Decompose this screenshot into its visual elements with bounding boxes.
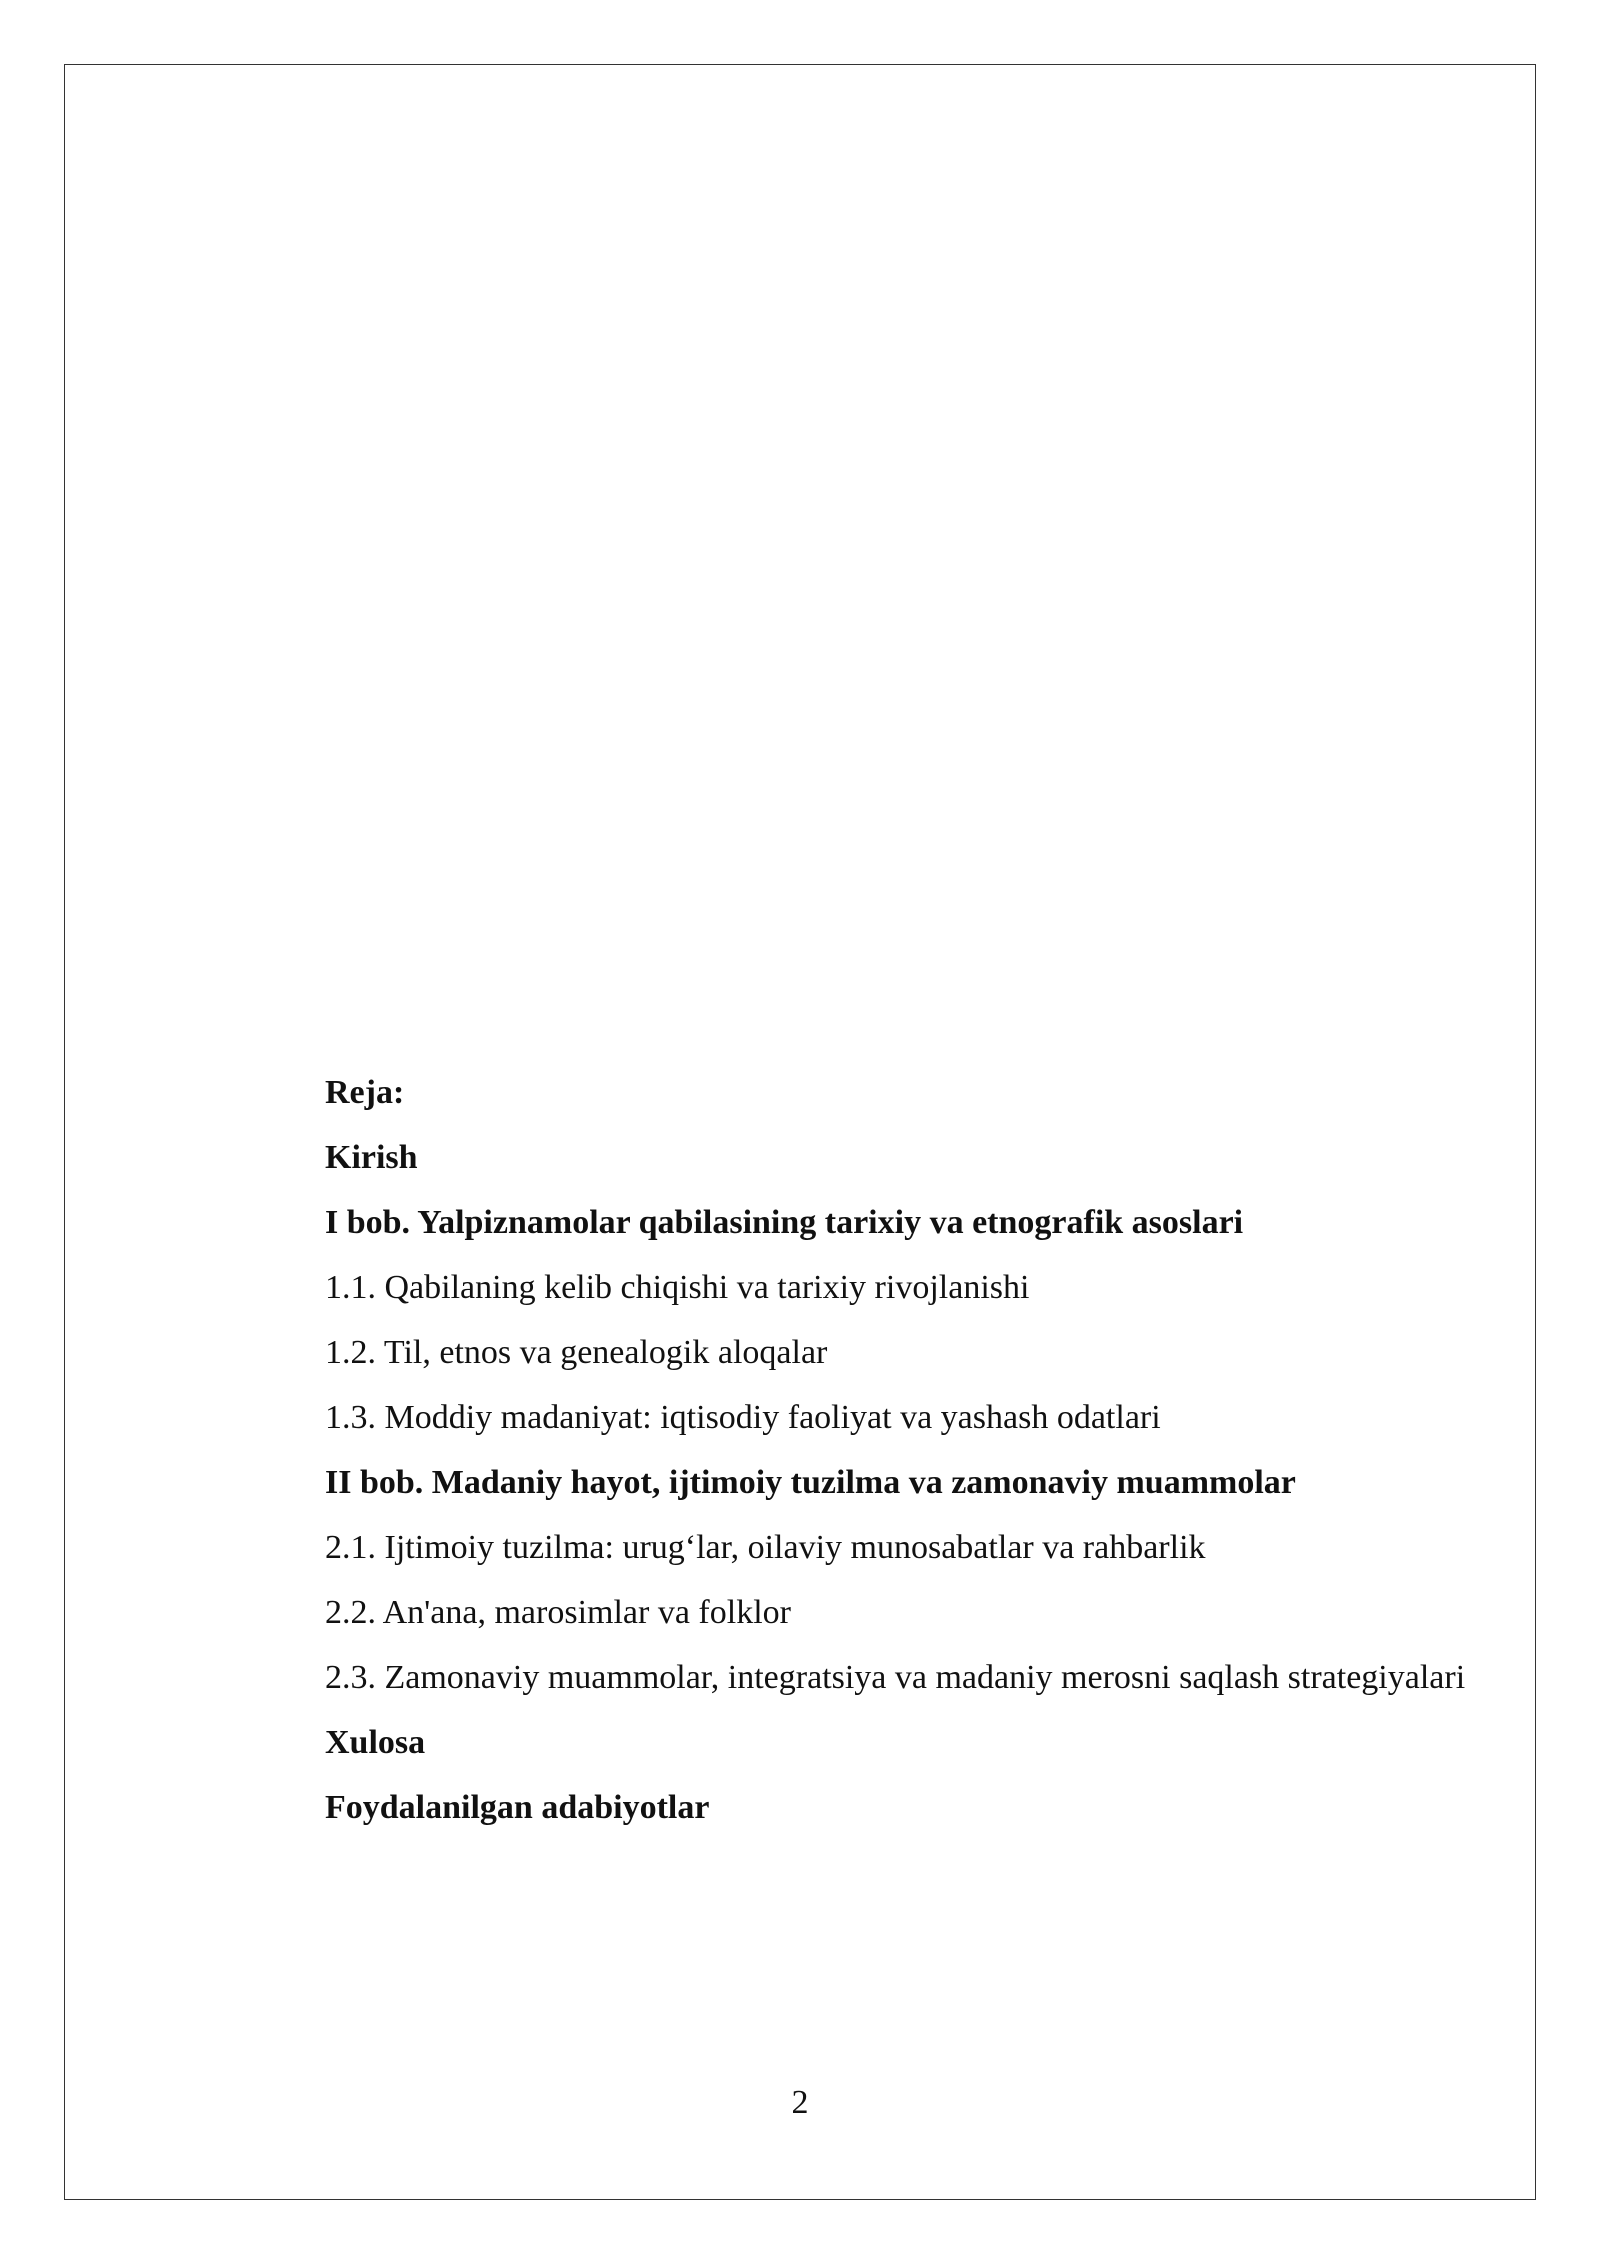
toc-entry-section-1-3: 1.3. Moddiy madaniyat: iqtisodiy faoliyat va yashash odatlari [325,1399,1161,1436]
table-of-contents [228,1060,1488,1840]
toc-entry-conclusion: Xulosa [325,1724,426,1761]
toc-entry-references: Foydalanilgan adabiyotlar [325,1789,710,1826]
plan-heading: Reja: [325,1074,405,1111]
toc-entry-chapter-1: I bob. Yalpiznamolar qabilasining tarixiy va etnografik asoslari [325,1204,1244,1241]
toc-entry-section-1-2: 1.2. Til, etnos va genealogik aloqalar [325,1334,828,1371]
toc-entry-section-2-2: 2.2. An'ana, marosimlar va folklor [325,1594,791,1631]
page-number: 2 [791,2084,809,2121]
toc-entry-introduction: Kirish [325,1139,418,1176]
toc-entry-chapter-2: II bob. Madaniy hayot, ijtimoiy tuzilma va zamonaviy muammolar [325,1464,1296,1501]
toc-entry-section-2-1: 2.1. Ijtimoiy tuzilma: urug‘lar, oilaviy munosabatlar va rahbarlik [325,1529,1206,1566]
toc-entry-section-2-3: 2.3. Zamonaviy muammolar, integratsiya va madaniy merosni saqlash strategiyalari [325,1659,1466,1696]
toc-entry-section-1-1: 1.1. Qabilaning kelib chiqishi va tarixiy rivojlanishi [325,1269,1030,1306]
